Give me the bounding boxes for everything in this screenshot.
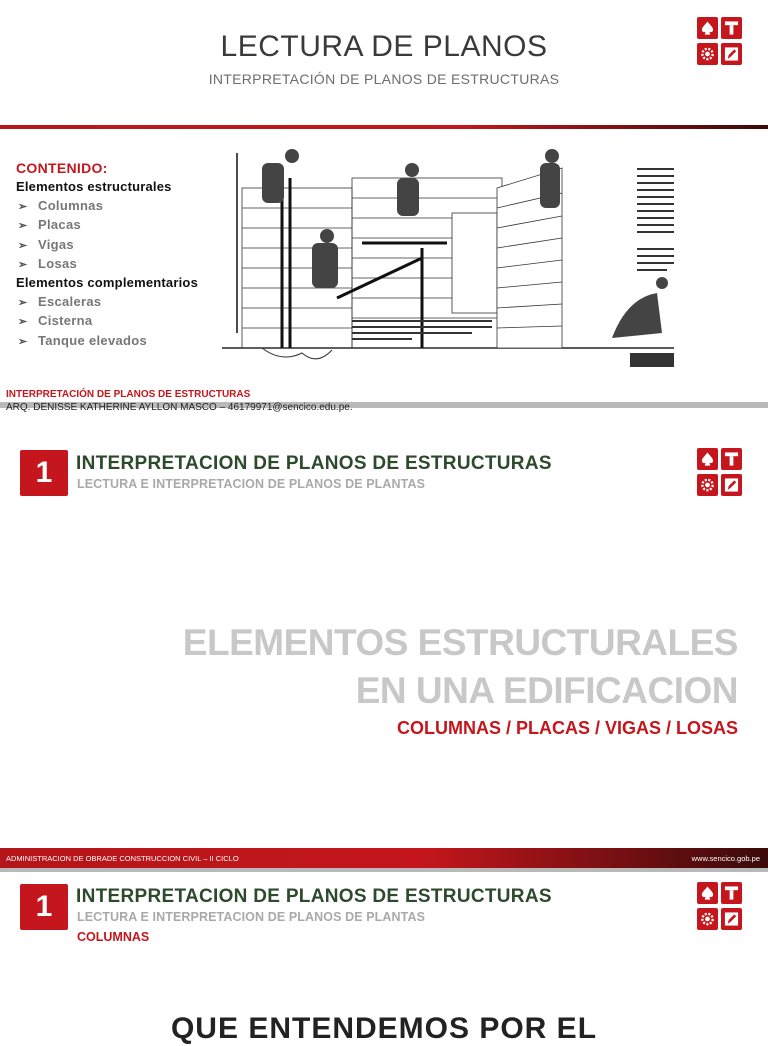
pencil-icon bbox=[724, 477, 739, 493]
section-number-badge: 1 bbox=[20, 884, 68, 930]
arrow-icon: ➢ bbox=[18, 220, 28, 233]
sencico-logo bbox=[697, 17, 743, 67]
section-number-badge: 1 bbox=[20, 450, 68, 496]
hammer-t-icon bbox=[724, 20, 739, 36]
arrow-icon: ➢ bbox=[18, 297, 28, 310]
header-subtitle: LECTURA E INTERPRETACION DE PLANOS DE PLANTAS bbox=[77, 477, 426, 491]
slide-lectura-de-planos bbox=[0, 0, 768, 402]
gear-icon bbox=[700, 46, 715, 62]
slide-subtitle: INTERPRETACIÓN DE PLANOS DE ESTRUCTURAS bbox=[208, 71, 560, 87]
section-structural: Elementos estructurales bbox=[16, 179, 172, 194]
spade-icon bbox=[700, 885, 715, 901]
list-item: ➢ Columnas bbox=[18, 198, 104, 213]
slide-title: LECTURA DE PLANOS bbox=[220, 30, 548, 63]
list-item: ➢ Cisterna bbox=[18, 313, 93, 329]
list-item: ➢ Placas bbox=[18, 217, 82, 233]
footer-course: INTERPRETACIÓN DE PLANOS DE ESTRUCTURAS bbox=[6, 389, 251, 400]
sencico-logo bbox=[697, 882, 743, 932]
contents-list bbox=[16, 160, 216, 352]
arrow-icon: ➢ bbox=[18, 258, 28, 271]
header-title: INTERPRETACION DE PLANOS DE ESTRUCTURAS bbox=[76, 886, 552, 907]
pencil-icon bbox=[724, 911, 739, 927]
gear-icon bbox=[700, 477, 715, 493]
footer-website-link[interactable]: www.sencico.gob.pe bbox=[691, 854, 760, 863]
slide-columnas bbox=[0, 872, 768, 1045]
list-item: ➢ Vigas bbox=[18, 236, 74, 252]
header-subtitle: LECTURA E INTERPRETACION DE PLANOS DE PLANTAS bbox=[77, 910, 426, 924]
header-title: INTERPRETACION DE PLANOS DE ESTRUCTURAS bbox=[76, 453, 552, 474]
footer-course: ADMINISTRACION DE OBRADE CONSTRUCCION CIVIL – II CICLO bbox=[6, 854, 239, 863]
headline-line-1: ELEMENTOS ESTRUCTURALES bbox=[182, 622, 738, 663]
spade-icon bbox=[700, 451, 715, 467]
sencico-logo bbox=[697, 448, 743, 498]
gear-icon bbox=[700, 911, 715, 927]
list-item: ➢ Tanque elevados bbox=[18, 332, 148, 348]
cut-off-heading: QUE ENTENDEMOS POR EL bbox=[170, 1012, 598, 1045]
arrow-icon: ➢ bbox=[18, 201, 28, 213]
arrow-icon: ➢ bbox=[18, 316, 28, 329]
hammer-t-icon bbox=[724, 451, 739, 467]
arrow-icon: ➢ bbox=[18, 239, 28, 252]
list-item: ➢ Escaleras bbox=[18, 294, 102, 310]
construction-illustration bbox=[222, 148, 674, 370]
arrow-icon: ➢ bbox=[18, 335, 28, 348]
slide-elementos-estructurales bbox=[0, 408, 768, 868]
headline-line-2: EN UNA EDIFICACION bbox=[355, 670, 738, 711]
headline-topics: COLUMNAS / PLACAS / VIGAS / LOSAS bbox=[396, 718, 738, 738]
header-section: COLUMNAS bbox=[77, 930, 150, 944]
list-item: ➢ Losas bbox=[18, 255, 78, 271]
spade-icon bbox=[700, 20, 715, 36]
contents-heading: CONTENIDO: bbox=[16, 160, 108, 176]
section-complementary: Elementos complementarios bbox=[16, 275, 198, 291]
footer-author: ARQ. DENISSE KATHERINE AYLLON MASCO – 46179971@sencico.edu.pe. bbox=[6, 402, 353, 413]
footer-bar bbox=[0, 848, 768, 868]
red-divider bbox=[0, 125, 768, 129]
pencil-icon bbox=[724, 46, 739, 62]
hammer-t-icon bbox=[724, 885, 739, 901]
